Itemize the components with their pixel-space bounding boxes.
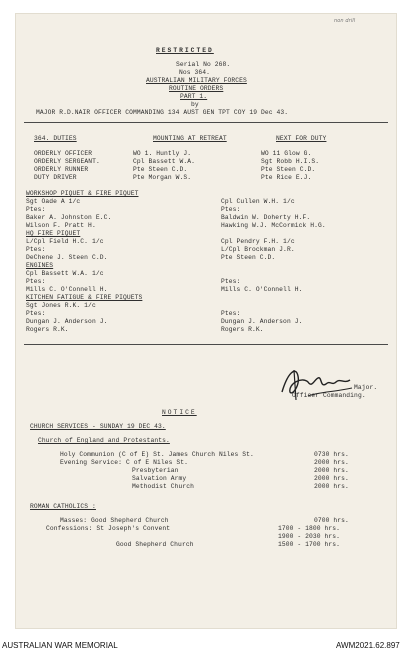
part-label: PART 1. xyxy=(180,93,208,100)
picket-left-line: DeChene J. Steen C.D. xyxy=(26,254,108,261)
church-services-line: CHURCH SERVICES - SUNDAY 19 DEC 43. xyxy=(30,423,166,430)
picket-right-line: Mills C. O'Connell H. xyxy=(221,286,303,293)
picket-right-line: Hawking W.J. McCormick H.G. xyxy=(221,222,326,229)
signatory-rank: Major. xyxy=(354,384,378,391)
picket-left-heading: HQ FIRE PIQUET xyxy=(26,230,81,237)
picket-right-line: Rogers R.K. xyxy=(221,326,264,333)
service-label: Salvation Army xyxy=(132,475,187,482)
picket-right-line: Ptes: xyxy=(221,206,241,213)
picket-left-line: Mills C. O'Connell H. xyxy=(26,286,108,293)
document-page xyxy=(16,14,396,628)
duty-name: ORDERLY RUNNER xyxy=(34,166,89,173)
picket-left-line: Cpl Bassett W.A. 1/c xyxy=(26,270,104,277)
picket-right-line: L/Cpl Brockman J.R. xyxy=(221,246,295,253)
pencil-note: non drill xyxy=(334,18,356,24)
service-label: Good Shepherd Church xyxy=(116,541,194,548)
picket-left-line: Ptes: xyxy=(26,310,46,317)
duty-name: ORDERLY OFFICER xyxy=(34,150,93,157)
picket-left-line: Sgt Oade A 1/c xyxy=(26,198,81,205)
officer-line: MAJOR R.D.NAIR OFFICER COMMANDING 134 AUST GEN TPT COY 19 Dec 43. xyxy=(36,109,289,116)
service-time: 2000 hrs. xyxy=(314,475,349,482)
service-time: 0730 hrs. xyxy=(314,451,349,458)
doc-subtitle: ROUTINE ORDERS xyxy=(169,85,224,92)
duty-mounting: Pte Steen C.D. xyxy=(133,166,188,173)
duty-next: WO 11 Glow G. xyxy=(261,150,312,157)
picket-left-heading: ENGINES xyxy=(26,262,54,269)
picket-left-line: Dungan J. Anderson J. xyxy=(26,318,108,325)
picket-right-line: Ptes: xyxy=(221,310,241,317)
service-time: 2000 hrs. xyxy=(314,467,349,474)
workshop-piquet-header: WORKSHOP PIQUET & FIRE PIQUET xyxy=(26,190,139,197)
picket-left-line: Rogers R.K. xyxy=(26,326,69,333)
picket-left-line: Sgt Jones R.K. 1/c xyxy=(26,302,96,309)
service-time: 1500 - 1700 hrs. xyxy=(278,541,341,548)
picket-right-line: Pte Steen C.D. xyxy=(221,254,276,261)
picket-left-line: Ptes: xyxy=(26,206,46,213)
duty-next: Sgt Robb H.I.S. xyxy=(261,158,320,165)
footer-accession: AWM2021.62.897 xyxy=(336,641,400,650)
signatory-title: Officer Commanding. xyxy=(292,392,366,399)
coe-heading: Church of England and Protestants. xyxy=(38,437,170,444)
doc-title: AUSTRALIAN MILITARY FORCES xyxy=(146,77,247,84)
serial-number: Serial No 268. xyxy=(176,61,231,68)
duty-next: Pte Rice E.J. xyxy=(261,174,312,181)
service-label: Holy Communion (C of E) St. James Church Niles St. xyxy=(60,451,254,458)
by-label: by xyxy=(191,101,199,108)
service-time: 1700 - 1800 hrs. xyxy=(278,525,341,532)
service-time: 2000 hrs. xyxy=(314,483,349,490)
service-label: Methodist Church xyxy=(132,483,195,490)
mounting-header: MOUNTING AT RETREAT xyxy=(153,135,227,142)
picket-left-line: Baker A. Johnston E.C. xyxy=(26,214,112,221)
service-time: 0700 hrs. xyxy=(314,517,349,524)
picket-left-line: Ptes: xyxy=(26,246,46,253)
nos-number: Nos 364. xyxy=(179,69,211,76)
picket-left-line: Ptes: xyxy=(26,278,46,285)
notice-heading: NOTICE xyxy=(162,409,197,416)
picket-left-line: L/Cpl Field H.C. 1/c xyxy=(26,238,104,245)
duty-mounting: Cpl Bassett W.A. xyxy=(133,158,196,165)
picket-right-line: Cpl Cullen W.H. 1/c xyxy=(221,198,295,205)
duty-mounting: WO 1. Huntly J. xyxy=(133,150,192,157)
rc-heading: ROMAN CATHOLICS : xyxy=(30,503,96,510)
picket-right-line: Cpl Pendry F.H. 1/c xyxy=(221,238,295,245)
service-label: Presbyterian xyxy=(132,467,179,474)
divider xyxy=(24,344,388,345)
service-label: Evening Service: C of E Niles St. xyxy=(60,459,188,466)
duty-next: Pte Steen C.D. xyxy=(261,166,316,173)
picket-left-heading: KITCHEN FATIGUE & FIRE PIQUETS xyxy=(26,294,143,301)
next-duty-header: NEXT FOR DUTY xyxy=(276,135,327,142)
duties-header: 364. DUTIES xyxy=(34,135,77,142)
picket-right-line: Ptes: xyxy=(221,278,241,285)
classification: RESTRICTED xyxy=(156,47,214,54)
divider xyxy=(24,122,388,123)
picket-right-line: Baldwin W. Doherty H.F. xyxy=(221,214,311,221)
picket-left-line: Wilson F. Pratt H. xyxy=(26,222,96,229)
footer-credit: AUSTRALIAN WAR MEMORIAL xyxy=(2,641,118,650)
duty-name: ORDERLY SERGEANT. xyxy=(34,158,100,165)
service-label: Confessions: St Joseph's Convent xyxy=(46,525,171,532)
service-label: Masses: Good Shepherd Church xyxy=(60,517,169,524)
service-time: 2000 hrs. xyxy=(314,459,349,466)
service-time: 1900 - 2030 hrs. xyxy=(278,533,341,540)
duty-name: DUTY DRIVER xyxy=(34,174,77,181)
picket-right-line: Dungan J. Anderson J. xyxy=(221,318,303,325)
duty-mounting: Pte Morgan W.S. xyxy=(133,174,192,181)
